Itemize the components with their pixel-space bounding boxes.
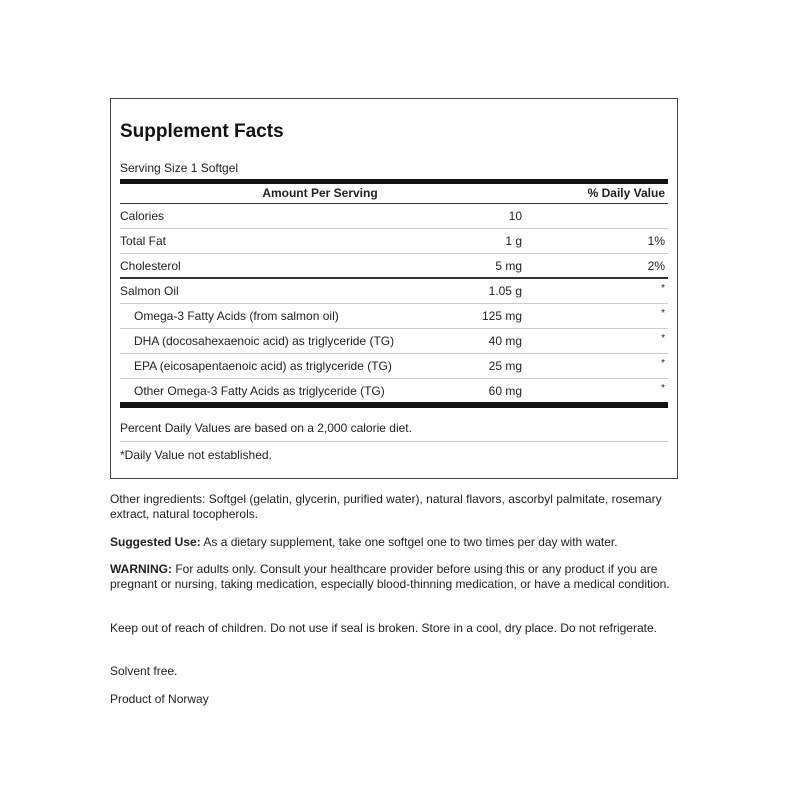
amount-per-serving-header: Amount Per Serving	[262, 186, 378, 200]
facts-row-total-fat	[120, 229, 668, 254]
row-daily-value: 2%	[647, 259, 665, 273]
row-label: DHA (docosahexaenoic acid) as triglyceride (TG)	[134, 334, 395, 348]
row-label: Total Fat	[120, 234, 167, 248]
footnote-divider	[120, 441, 668, 442]
facts-row-cholesterol	[120, 254, 668, 279]
facts-row-epa	[120, 354, 668, 379]
facts-rows	[120, 204, 668, 404]
row-amount: 1.05 g	[488, 284, 522, 298]
row-amount: 60 mg	[488, 384, 522, 398]
warning	[110, 562, 680, 592]
row-label: Salmon Oil	[120, 284, 179, 298]
facts-row-calories	[120, 204, 668, 229]
row-daily-value: *	[661, 283, 665, 294]
suggested-use-text: As a dietary supplement, take one softgel one to two times per day with water.	[200, 535, 618, 549]
suggested-use	[110, 535, 680, 550]
solvent-free: Solvent free.	[110, 664, 178, 678]
supplement-facts-panel	[110, 98, 678, 479]
suggested-use-label: Suggested Use:	[110, 535, 201, 549]
row-daily-value: *	[661, 333, 665, 344]
row-amount: 125 mg	[481, 309, 522, 323]
row-amount: 40 mg	[488, 334, 522, 348]
other-ingredients: Other ingredients: Softgel (gelatin, glycerin, purified water), natural flavors, ascorbyl palmitate, rosemary extract, natural tocopherols.	[110, 492, 662, 521]
row-label: Cholesterol	[120, 259, 181, 273]
row-label: Other Omega-3 Fatty Acids as triglyceride (TG)	[134, 384, 385, 398]
daily-value-header: % Daily Value	[587, 186, 665, 200]
facts-row-other-omega-3	[120, 379, 668, 404]
storage-instructions: Keep out of reach of children. Do not use if seal is broken. Store in a cool, dry place. Do not refrigerate.	[110, 621, 657, 635]
row-label: Omega-3 Fatty Acids (from salmon oil)	[134, 309, 339, 323]
row-amount: 10	[508, 209, 522, 223]
row-daily-value: *	[661, 358, 665, 369]
bottom-thick-rule	[120, 402, 668, 408]
row-daily-value: *	[661, 308, 665, 319]
facts-row-dha	[120, 329, 668, 354]
percent-daily-values-note: Percent Daily Values are based on a 2,000 calorie diet.	[120, 421, 412, 435]
facts-header-row	[120, 184, 668, 204]
daily-value-not-established-note: *Daily Value not established.	[120, 448, 272, 462]
row-daily-value: *	[661, 383, 665, 394]
row-amount: 1 g	[505, 234, 522, 248]
warning-label: WARNING:	[110, 562, 172, 576]
facts-row-salmon-oil	[120, 279, 668, 304]
row-amount: 25 mg	[488, 359, 522, 373]
row-label: EPA (eicosapentaenoic acid) as triglyceride (TG)	[134, 359, 392, 373]
facts-title: Supplement Facts	[120, 121, 284, 142]
warning-text: For adults only. Consult your healthcare provider before using this or any product if you are pregnant or nursing, taking medication, especially blood-thinning medication, or have a medical condition.	[110, 562, 670, 591]
row-amount: 5 mg	[495, 259, 522, 273]
facts-row-omega-3	[120, 304, 668, 329]
serving-size: Serving Size 1 Softgel	[120, 161, 239, 175]
row-label: Calories	[120, 209, 165, 223]
country-of-origin: Product of Norway	[110, 692, 209, 706]
row-daily-value: 1%	[647, 234, 665, 248]
